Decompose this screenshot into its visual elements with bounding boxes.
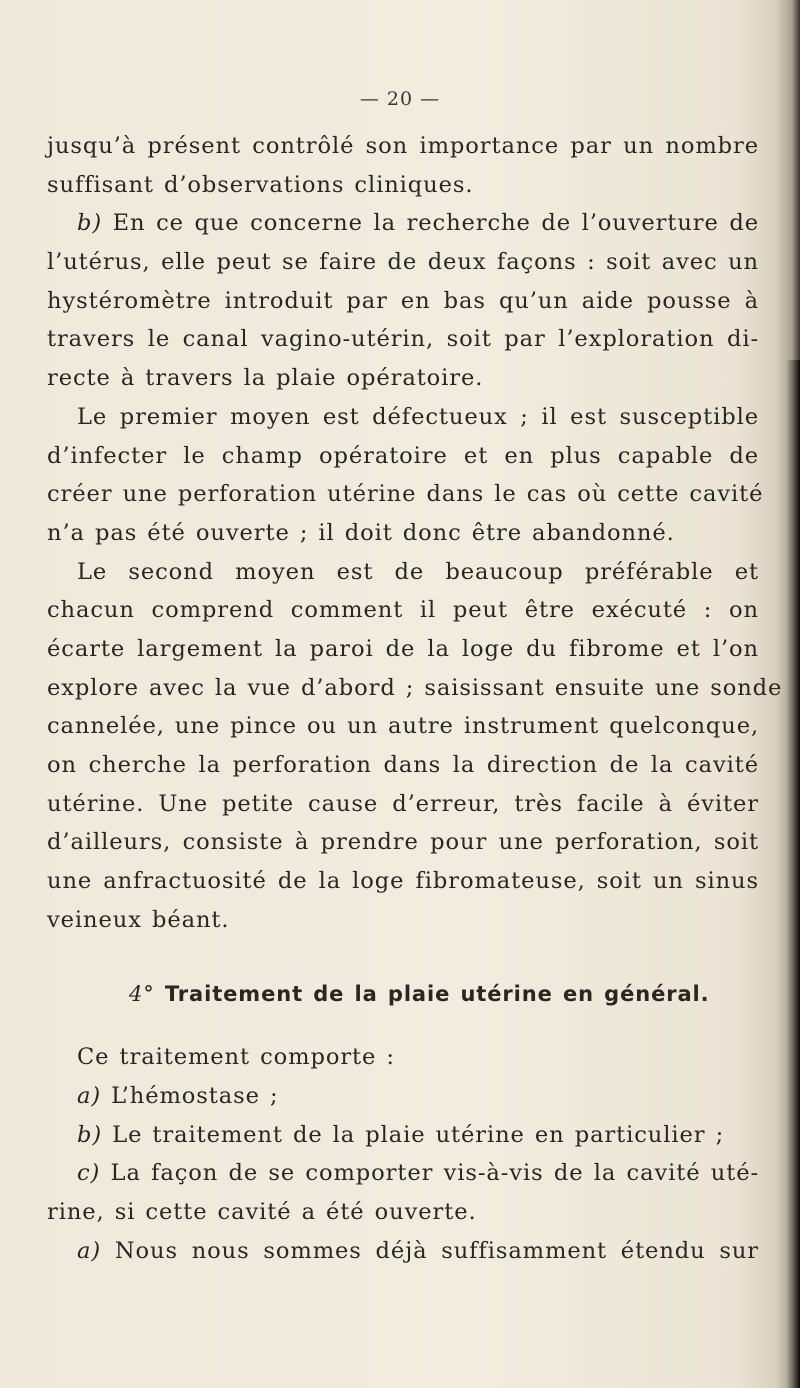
text-line: écarte largement la paroi de la loge du fibrome et l’on <box>47 635 759 662</box>
text-line: créer une perforation utérine dans le cas où cette cavité <box>47 481 764 508</box>
text-line: Le second moyen est de beaucoup préférable et <box>77 558 759 585</box>
text-line: on cherche la perforation dans la direction de la cavité <box>47 752 759 778</box>
item-marker: a) <box>77 1237 102 1264</box>
text-line: Ce traitement comporte : <box>77 1044 395 1071</box>
text-line: rine, si cette cavité a été ouverte. <box>47 1198 477 1225</box>
body-text <box>47 127 783 1270</box>
list-item <box>47 1077 759 1116</box>
text-line: n’a pas été ouverte ; il doit donc être abandonné. <box>47 519 675 546</box>
item-marker: b) <box>77 210 103 237</box>
text-line: cannelée, une pince ou un autre instrument quelconque, <box>47 713 760 740</box>
text-line: une anfractuosité de la loge fibromateuse, soit un sinus <box>47 868 759 895</box>
text-line: Le premier moyen est défectueux ; il est susceptible <box>77 403 759 430</box>
text-line <box>47 204 759 243</box>
text-line: jusqu’à présent contrôlé son importance par un nombre <box>47 133 759 159</box>
list-item-text: La façon de se comporter vis-à-vis de la cavité uté- <box>100 1160 759 1187</box>
list-item <box>47 1116 759 1155</box>
text-line: utérine. Une petite cause d’erreur, très facile à éviter <box>47 790 759 817</box>
page-number: — 20 — <box>359 88 441 110</box>
text-line: hystéromètre introduit par en bas qu’un aide pousse à <box>47 287 759 314</box>
spacer <box>47 939 759 975</box>
section-heading <box>47 975 759 1014</box>
section-title: Traitement de la plaie utérine en général. <box>154 982 710 1007</box>
text-line: recte à travers la plaie opératoire. <box>47 365 484 392</box>
text-fragment: Nous nous sommes déjà suffisamment étendu sur <box>101 1237 759 1264</box>
text-line: d’infecter le champ opératoire et en plus capable de <box>47 442 759 469</box>
text-line <box>47 1232 759 1271</box>
page-edge-shadow <box>786 360 800 1388</box>
text-line: veineux béant. <box>47 906 230 933</box>
text-line: explore avec la vue d’abord ; saisissant ensuite une sonde <box>47 674 783 701</box>
section-number: 4° <box>129 982 155 1007</box>
item-marker: c) <box>77 1160 101 1187</box>
text-line: l’utérus, elle peut se faire de deux façons : soit avec un <box>47 249 759 276</box>
text-line: d’ailleurs, consiste à prendre pour une perforation, soit <box>47 829 759 856</box>
text-line: travers le canal vagino-utérin, soit par l’exploration di- <box>47 326 759 353</box>
list-item-text: L’hémostase ; <box>101 1082 279 1109</box>
item-marker: b) <box>77 1121 103 1148</box>
item-marker: a) <box>77 1082 102 1109</box>
text-fragment: En ce que concerne la recherche de l’ouverture de <box>102 210 759 237</box>
text-line: chacun comprend comment il peut être exécuté : on <box>47 597 759 624</box>
text-line: suffisant d’observations cliniques. <box>47 171 474 198</box>
list-item <box>47 1154 759 1193</box>
list-item-text: Le traitement de la plaie utérine en particulier ; <box>102 1121 725 1148</box>
spacer <box>47 1014 759 1038</box>
